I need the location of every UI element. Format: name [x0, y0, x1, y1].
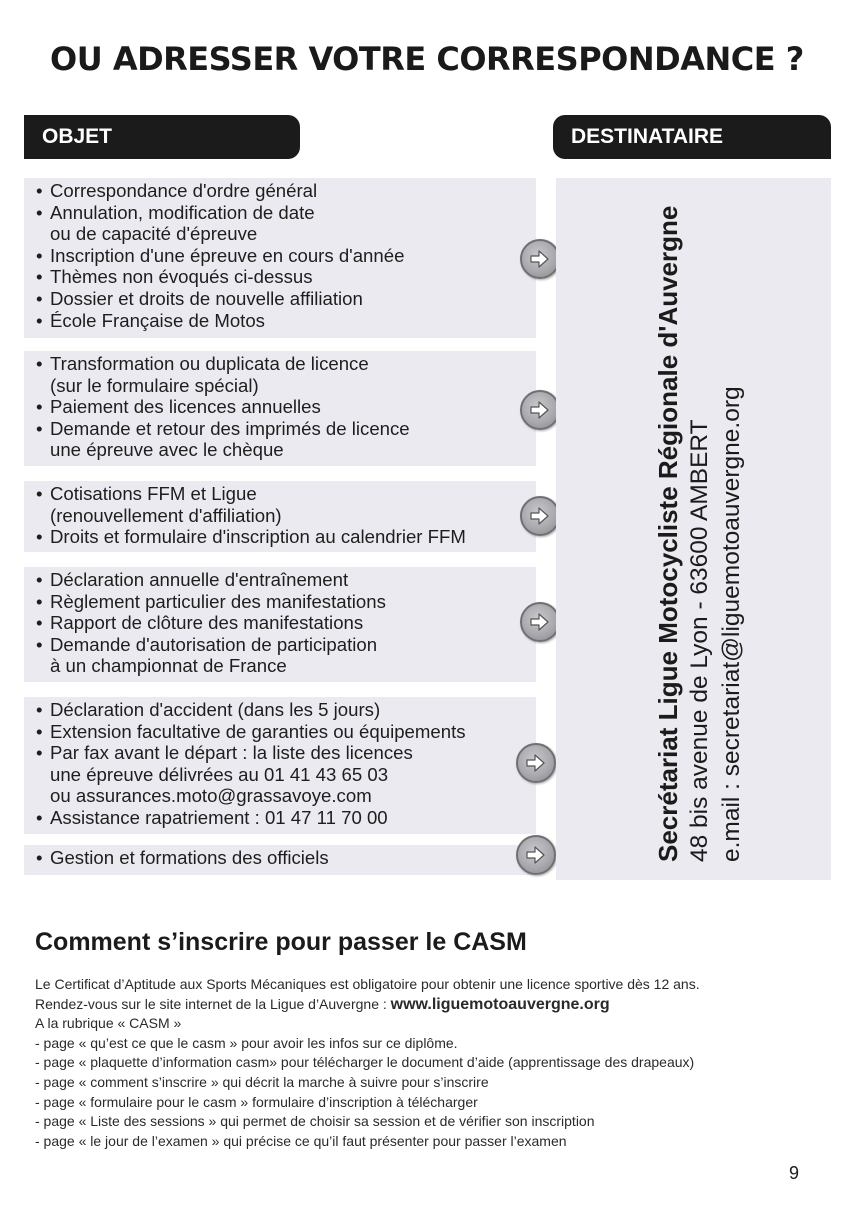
objet-item: (renouvellement d'affiliation) [50, 504, 282, 526]
objet-item: à un championnat de France [50, 655, 287, 677]
arrow-right-circle-icon [516, 743, 556, 783]
objet-block-3 [24, 481, 536, 552]
objet-item: • Assistance rapatriement : 01 47 11 70 00 [32, 807, 526, 829]
destinataire-name: Secrétariat Ligue Motocycliste Régionale d'Auvergne [653, 205, 683, 862]
objet-item: une épreuve délivrées au 01 41 43 65 03 [50, 763, 389, 785]
destinataire-header: DESTINATAIRE [553, 115, 831, 159]
objet-item: • Gestion et formations des officiels [32, 847, 526, 869]
objet-block-1 [24, 178, 536, 338]
objet-list [32, 569, 526, 677]
arrow-right-circle-icon [520, 496, 560, 536]
objet-item: • Inscription d'une épreuve en cours d'année [32, 245, 526, 267]
objet-item: • Déclaration d'accident (dans les 5 jours) [32, 699, 526, 721]
objet-item: ou de capacité d'épreuve [50, 223, 258, 245]
objet-block-5 [24, 697, 536, 834]
arrow-right-circle-icon [520, 239, 560, 279]
objet-item: • Paiement des licences annuelles [32, 396, 526, 418]
objet-item: ou assurances.moto@grassavoye.com [50, 785, 372, 807]
objet-item: • École Française de Motos [32, 310, 526, 332]
casm-page-item: - page « Liste des sessions » qui permet de choisir sa session et de vérifier son inscription [35, 1113, 595, 1130]
objet-item: une épreuve avec le chèque [50, 439, 284, 461]
casm-rubrique: A la rubrique « CASM » [35, 1015, 182, 1032]
objet-item: • Règlement particulier des manifestations [32, 591, 526, 613]
casm-body [35, 975, 835, 1151]
objet-item: • Annulation, modification de date [32, 202, 526, 224]
page-number: 9 [789, 1163, 800, 1183]
destinataire-email: e.mail : secretariat@liguemotoauvergne.org [718, 386, 745, 862]
casm-site-prefix: Rendez-vous sur le site internet de la Ligue d’Auvergne : [35, 995, 391, 1012]
casm-page-item: - page « plaquette d’information casm» pour télécharger le document d’aide (apprentissage des drapeaux) [35, 1054, 695, 1071]
objet-list [32, 353, 526, 461]
destinataire-address: 48 bis avenue de Lyon - 63600 AMBERT [686, 419, 713, 862]
casm-site-link: www.liguemotoauvergne.org [390, 995, 610, 1013]
casm-site-line [35, 995, 835, 1015]
objet-block-6 [24, 845, 536, 875]
objet-item: • Rapport de clôture des manifestations [32, 612, 526, 634]
casm-page-item: - page « comment s’inscrire » qui décrit la marche à suivre pour s’inscrire [35, 1073, 489, 1090]
destinataire-panel [556, 178, 831, 880]
objet-item: (sur le formulaire spécial) [50, 374, 259, 396]
casm-page-item: - page « le jour de l’examen » qui précise ce qu’il faut présenter pour passer l’examen [35, 1132, 567, 1149]
objet-block-4 [24, 567, 536, 682]
objet-item: • Droits et formulaire d'inscription au calendrier FFM [32, 526, 526, 548]
destinataire-text [556, 178, 831, 880]
objet-item: • Cotisations FFM et Ligue [32, 483, 526, 505]
objet-block-2 [24, 351, 536, 466]
arrow-right-circle-icon [520, 390, 560, 430]
objet-item: • Correspondance d'ordre général [32, 180, 526, 202]
objet-list [32, 483, 526, 548]
casm-title: Comment s’inscrire pour passer le CASM [35, 928, 527, 956]
arrow-right-circle-icon [520, 602, 560, 642]
objet-list [32, 180, 526, 331]
objet-item: • Déclaration annuelle d'entraînement [32, 569, 526, 591]
objet-item: • Thèmes non évoqués ci-dessus [32, 266, 526, 288]
objet-item: • Transformation ou duplicata de licence [32, 353, 526, 375]
arrow-right-circle-icon [516, 835, 556, 875]
page-title: OU ADRESSER VOTRE CORRESPONDANCE ? [50, 40, 804, 78]
objet-item: • Demande et retour des imprimés de licence [32, 418, 526, 440]
casm-page-item: - page « formulaire pour le casm » formulaire d’inscription à télécharger [35, 1093, 478, 1110]
objet-header: OBJET [24, 115, 300, 159]
objet-item: • Extension facultative de garanties ou équipements [32, 721, 526, 743]
objet-item: • Dossier et droits de nouvelle affiliation [32, 288, 526, 310]
casm-page-item: - page « qu’est ce que le casm » pour avoir les infos sur ce diplôme. [35, 1034, 458, 1051]
objet-list [32, 847, 526, 869]
casm-intro: Le Certificat d’Aptitude aux Sports Mécaniques est obligatoire pour obtenir une licence sportive dès 12 ans. [35, 976, 700, 992]
objet-item: • Demande d'autorisation de participation [32, 634, 526, 656]
objet-item: • Par fax avant le départ : la liste des licences [32, 742, 526, 764]
objet-list [32, 699, 526, 829]
